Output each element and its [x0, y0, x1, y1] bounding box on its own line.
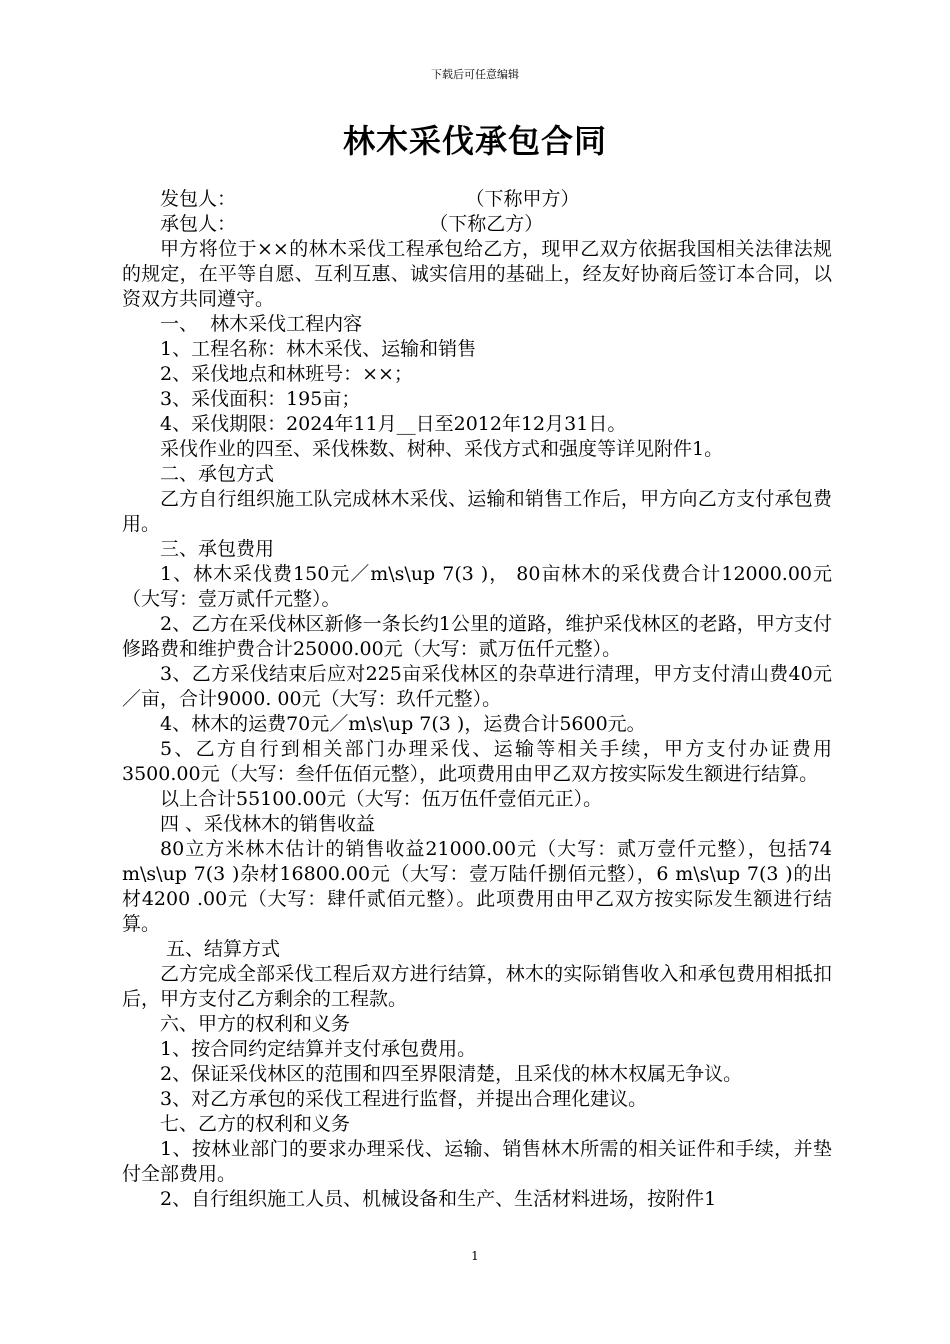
paragraph: 1、林木采伐费150元／m\s\up 7(3 )， 80亩林木的采伐费合计12000.00元（大写：壹万贰仟元整）。 — [122, 563, 832, 610]
paragraph: 5、乙方自行到相关部门办理采伐、运输等相关手续，甲方支付办证费用3500.00元（大写：叁仟伍佰元整），此项费用由甲乙双方按实际发生额进行结算。 — [122, 738, 832, 785]
document-title: 林木采伐承包合同 — [342, 122, 607, 160]
section-heading: 一、 林木采伐工程内容 — [160, 313, 363, 335]
paragraph: 承包人： （下称乙方） — [160, 213, 544, 235]
paragraph: 1、工程名称：林木采伐、运输和销售 — [160, 338, 477, 360]
paragraph: 乙方完成全部采伐工程后双方进行结算，林木的实际销售收入和承包费用相抵扣后，甲方支付乙方剩余的工程款。 — [122, 963, 832, 1010]
contract-body — [122, 187, 839, 1212]
paragraph: 乙方自行组织施工队完成林木采伐、运输和销售工作后，甲方向乙方支付承包费用。 — [122, 488, 832, 535]
paragraph: 80立方米林木估计的销售收益21000.00元（大写：贰万壹仟元整），包括74 m\s\up 7(3 )杂材16800.00元（大写：壹万陆仟捌佰元整），6 m\s\up 7(3 )的出材4200 .00元（大写：肆仟贰佰元整）。此项费用由甲乙双方按实际发生额进行结算。 — [122, 838, 839, 935]
paragraph: 2、保证采伐林区的范围和四至界限清楚，且采伐的林木权属无争议。 — [160, 1063, 743, 1085]
paragraph: 1、按林业部门的要求办理采伐、运输、销售林木所需的相关证件和手续，并垫付全部费用。 — [122, 1138, 832, 1185]
header-note: 下载后可任意编辑 — [431, 68, 519, 81]
paragraph: 3、对乙方承包的采伐工程进行监督，并提出合理化建议。 — [160, 1088, 648, 1110]
page-number: 1 — [471, 1249, 479, 1263]
paragraph: 3、乙方采伐结束后应对225亩采伐林区的杂草进行清理，甲方支付清山费40元／亩，合计9000. 00元（大写：玖仟元整）。 — [122, 663, 832, 710]
paragraph: 4、采伐期限：2024年11月__日至2012年12月31日。 — [160, 413, 627, 435]
paragraph: 采伐作业的四至、采伐株数、树种、采伐方式和强度等详见附件1。 — [160, 438, 724, 460]
paragraph: 2、采伐地点和林班号：××； — [160, 363, 413, 385]
paragraph: 发包人： （下称甲方） — [160, 188, 580, 210]
paragraph: 甲方将位于××的林木采伐工程承包给乙方，现甲乙双方依据我国相关法律法规的规定，在平等自愿、互利互惠、诚实信用的基础上，经友好协商后签订本合同，以资双方共同遵守。 — [122, 238, 832, 310]
paragraph: 2、乙方在采伐林区新修一条长约1公里的道路，维护采伐林区的老路，甲方支付修路费和维护费合计25000.00元（大写：贰万伍仟元整）。 — [122, 613, 832, 660]
section-heading: 六、甲方的权利和义务 — [160, 1013, 351, 1035]
section-heading: 七、乙方的权利和义务 — [160, 1113, 351, 1135]
paragraph: 1、按合同约定结算并支付承包费用。 — [160, 1038, 477, 1060]
section-heading: 三、承包费用 — [160, 538, 275, 560]
section-heading: 四 、采伐林木的销售收益 — [160, 813, 376, 835]
section-heading: 五、结算方式 — [160, 938, 281, 960]
paragraph: 2、自行组织施工人员、机械设备和生产、生活材料进场，按附件1 — [160, 1188, 717, 1210]
paragraph: 4、林木的运费70元／m\s\up 7(3 )，运费合计5600元。 — [160, 713, 646, 735]
paragraph: 3、采伐面积：195亩； — [160, 388, 361, 410]
section-heading: 二、承包方式 — [160, 463, 275, 485]
paragraph: 以上合计55100.00元（大写：伍万伍仟壹佰元正）。 — [160, 788, 603, 810]
